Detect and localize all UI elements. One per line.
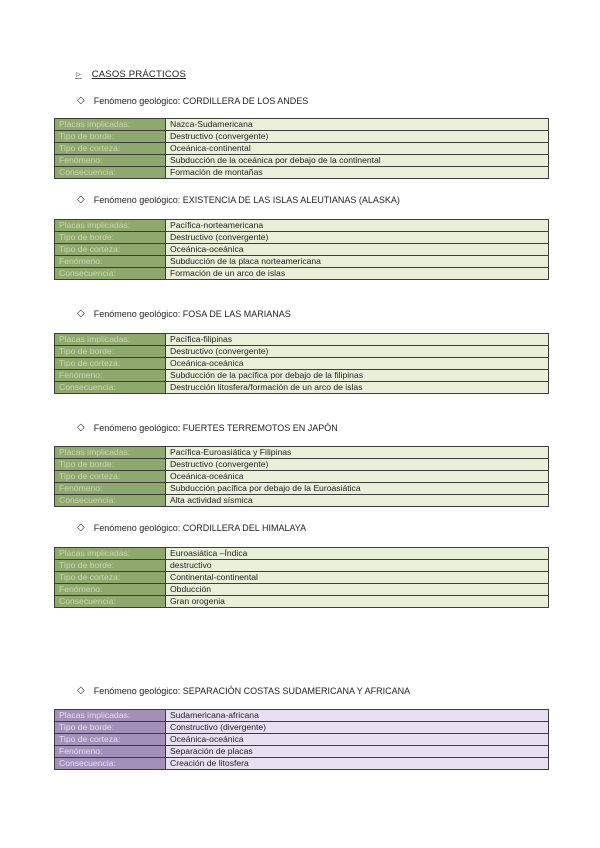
- row-label: Placas implicadas:: [55, 548, 166, 560]
- table-row: [55, 220, 549, 232]
- table-row: [55, 358, 549, 370]
- diamond-bullet-icon: ◇: [77, 308, 85, 319]
- heading-text: CASOS PRÁCTICOS: [91, 69, 187, 80]
- row-value: Oceánica-oceánica: [166, 244, 549, 256]
- table-row: [55, 268, 549, 280]
- row-label: Tipo de borde:: [55, 722, 166, 734]
- row-value: Destructivo (convergente): [166, 346, 549, 358]
- row-label: Tipo de corteza:: [55, 471, 166, 483]
- phenomenon-title: [77, 194, 400, 205]
- row-label: Tipo de borde:: [55, 459, 166, 471]
- row-value: Pacífica-Euroasiática y Filipinas: [166, 447, 549, 459]
- phenomenon-title: [77, 685, 410, 696]
- row-label: Placas implicadas:: [55, 119, 166, 131]
- phenomenon-table: [54, 118, 549, 179]
- table-row: [55, 471, 549, 483]
- row-value: Oceánica-continental: [166, 143, 549, 155]
- row-value: Gran orogenia: [166, 596, 549, 608]
- row-label: Tipo de borde:: [55, 346, 166, 358]
- table-row: [55, 382, 549, 394]
- row-label: Tipo de borde:: [55, 560, 166, 572]
- row-value: Separación de placas: [166, 746, 549, 758]
- row-label: Fenómeno:: [55, 256, 166, 268]
- row-value: Nazca-Sudamericana: [166, 119, 549, 131]
- table-row: [55, 560, 549, 572]
- table-row: [55, 143, 549, 155]
- phenomenon-table: [54, 446, 549, 507]
- phenomenon-table: [54, 219, 549, 280]
- row-value: Subducción de la placa norteamericana: [166, 256, 549, 268]
- row-value: Formación de montañas: [166, 167, 549, 179]
- row-label: Consecuencia:: [55, 382, 166, 394]
- table-row: [55, 746, 549, 758]
- row-label: Tipo de corteza:: [55, 143, 166, 155]
- row-value: Constructivo (divergente): [166, 722, 549, 734]
- row-value: Continental-continental: [166, 572, 549, 584]
- row-label: Consecuencia:: [55, 596, 166, 608]
- row-label: Tipo de corteza:: [55, 244, 166, 256]
- row-value: Subducción pacífica por debajo de la Euroasiática: [166, 483, 549, 495]
- row-value: Sudamericana-africana: [166, 710, 549, 722]
- row-label: Tipo de borde:: [55, 131, 166, 143]
- row-value: Oceánica-oceánica: [166, 358, 549, 370]
- row-label: Consecuencia:: [55, 268, 166, 280]
- table-row: [55, 584, 549, 596]
- phenomenon-title-text: Fenómeno geológico: CORDILLERA DE LOS ANDES: [93, 95, 309, 106]
- table-row: [55, 167, 549, 179]
- phenomenon-title-text: Fenómeno geológico: FOSA DE LAS MARIANAS: [93, 308, 291, 319]
- row-label: Fenómeno:: [55, 584, 166, 596]
- row-label: Consecuencia:: [55, 167, 166, 179]
- table-row: [55, 722, 549, 734]
- row-value: Oceánica-oceánica: [166, 734, 549, 746]
- row-value: Pacífica-norteamericana: [166, 220, 549, 232]
- phenomenon-title-text: Fenómeno geológico: FUERTES TERREMOTOS EN JAPÓN: [93, 422, 338, 433]
- diamond-bullet-icon: ◇: [77, 522, 85, 533]
- table-row: [55, 710, 549, 722]
- table-row: [55, 334, 549, 346]
- row-value: Subducción de la pacífica por debajo de la filipinas: [166, 370, 549, 382]
- row-value: Obducción: [166, 584, 549, 596]
- table-row: [55, 244, 549, 256]
- row-label: Tipo de corteza:: [55, 358, 166, 370]
- row-label: Placas implicadas:: [55, 334, 166, 346]
- row-value: Destructivo (convergente): [166, 131, 549, 143]
- phenomenon-table: [54, 709, 549, 770]
- row-value: Destructivo (convergente): [166, 459, 549, 471]
- phenomenon-table: [54, 547, 549, 608]
- table-row: [55, 734, 549, 746]
- row-label: Tipo de borde:: [55, 232, 166, 244]
- row-value: destructivo: [166, 560, 549, 572]
- diamond-bullet-icon: ◇: [77, 422, 85, 433]
- table-row: [55, 232, 549, 244]
- row-value: Oceánica-oceánica: [166, 471, 549, 483]
- phenomenon-title: [77, 95, 308, 106]
- table-row: [55, 447, 549, 459]
- phenomenon-title: [77, 422, 338, 433]
- phenomenon-table: [54, 333, 549, 394]
- row-label: Fenómeno:: [55, 483, 166, 495]
- row-label: Tipo de corteza:: [55, 572, 166, 584]
- table-row: [55, 459, 549, 471]
- row-label: Fenómeno:: [55, 746, 166, 758]
- table-row: [55, 370, 549, 382]
- table-row: [55, 483, 549, 495]
- row-value: Destructivo (convergente): [166, 232, 549, 244]
- diamond-bullet-icon: ◇: [77, 685, 85, 696]
- row-label: Placas implicadas:: [55, 220, 166, 232]
- phenomenon-title-text: Fenómeno geológico: EXISTENCIA DE LAS ISLAS ALEUTIANAS (ALASKA): [93, 194, 400, 205]
- row-label: Fenómeno:: [55, 370, 166, 382]
- row-value: Destrucción litosfera/formación de un arco de islas: [166, 382, 549, 394]
- phenomenon-title-text: Fenómeno geológico: SEPARACIÓN COSTAS SUDAMERICANA Y AFRICANA: [93, 685, 411, 696]
- row-label: Consecuencia:: [55, 758, 166, 770]
- row-label: Placas implicadas:: [55, 710, 166, 722]
- row-label: Tipo de corteza:: [55, 734, 166, 746]
- row-value: Subducción de la oceánica por debajo de la continental: [166, 155, 549, 167]
- table-row: [55, 256, 549, 268]
- phenomenon-title: [77, 308, 291, 319]
- phenomenon-title: [77, 522, 306, 533]
- row-label: Placas implicadas:: [55, 447, 166, 459]
- table-row: [55, 572, 549, 584]
- triangle-bullet-icon: ⊳: [75, 70, 82, 79]
- diamond-bullet-icon: ◇: [77, 95, 85, 106]
- table-row: [55, 758, 549, 770]
- row-label: Fenómeno:: [55, 155, 166, 167]
- phenomenon-title-text: Fenómeno geológico: CORDILLERA DEL HIMALAYA: [93, 522, 307, 533]
- row-label: Consecuencia:: [55, 495, 166, 507]
- table-row: [55, 155, 549, 167]
- diamond-bullet-icon: ◇: [77, 194, 85, 205]
- table-row: [55, 495, 549, 507]
- row-value: Pacífica-filipinas: [166, 334, 549, 346]
- table-row: [55, 119, 549, 131]
- row-value: Euroasiática –Índica: [166, 548, 549, 560]
- section-heading: [75, 69, 186, 80]
- row-value: Alta actividad sísmica: [166, 495, 549, 507]
- row-value: Formación de un arco de islas: [166, 268, 549, 280]
- row-value: Creación de litosfera: [166, 758, 549, 770]
- table-row: [55, 548, 549, 560]
- table-row: [55, 131, 549, 143]
- table-row: [55, 346, 549, 358]
- table-row: [55, 596, 549, 608]
